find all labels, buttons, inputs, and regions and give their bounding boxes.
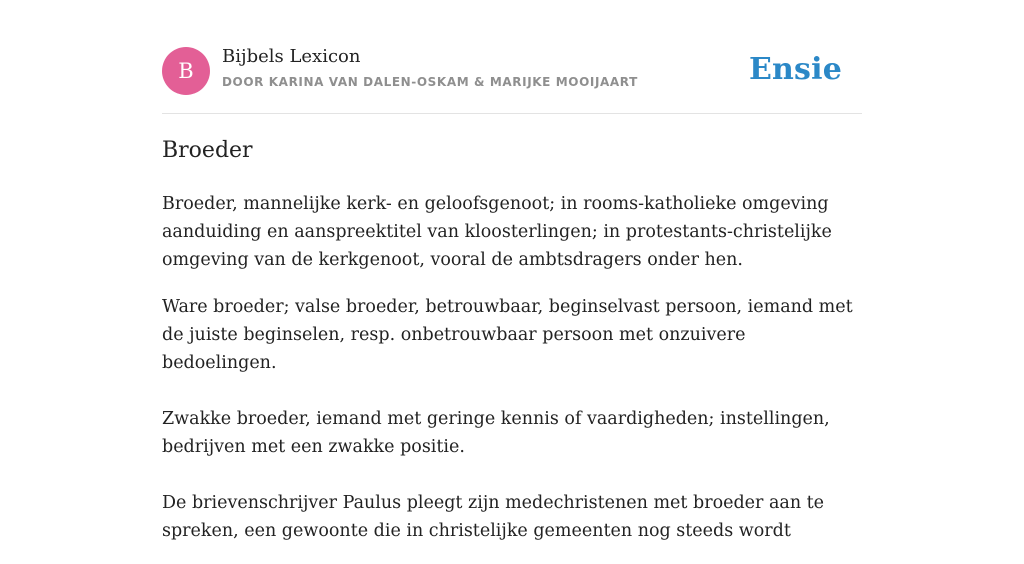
entry-header [162,46,862,96]
header-divider [162,113,862,114]
lexicon-card [162,0,862,541]
entry-title: Broeder [162,138,253,163]
entry-paragraph: De brievenschrijver Paulus pleegt zijn medechristenen met broeder aan te spreken, een gewoonte die in christelijke gemeenten nog steeds wordt [162,493,825,541]
entry-body [162,190,862,564]
entry-paragraph: Zwakke broeder, iemand met geringe kennis of vaardigheden; instellingen, bedrijven met een zwakke positie. [162,409,830,457]
book-title-link[interactable]: Bijbels Lexicon [222,46,361,67]
ensie-logo[interactable]: Ensie [748,52,842,87]
entry-paragraph: Broeder, mannelijke kerk- en geloofsgenoot; in rooms-katholieke omgeving aanduiding en aanspreektitel van kloosterlingen; in protestants-christelijke omgeving van de kerkgenoot, vooral de ambtsdragers onder hen. [162,194,832,270]
entry-paragraph: Ware broeder; valse broeder, betrouwbaar, beginselvast persoon, iemand met de juiste beginselen, resp. onbetrouwbaar persoon met onzuivere bedoelingen. [162,297,853,373]
book-authors: DOOR KARINA VAN DALEN-OSKAM & MARIJKE MOOIJAART [222,75,638,89]
book-avatar[interactable]: B [162,47,210,95]
